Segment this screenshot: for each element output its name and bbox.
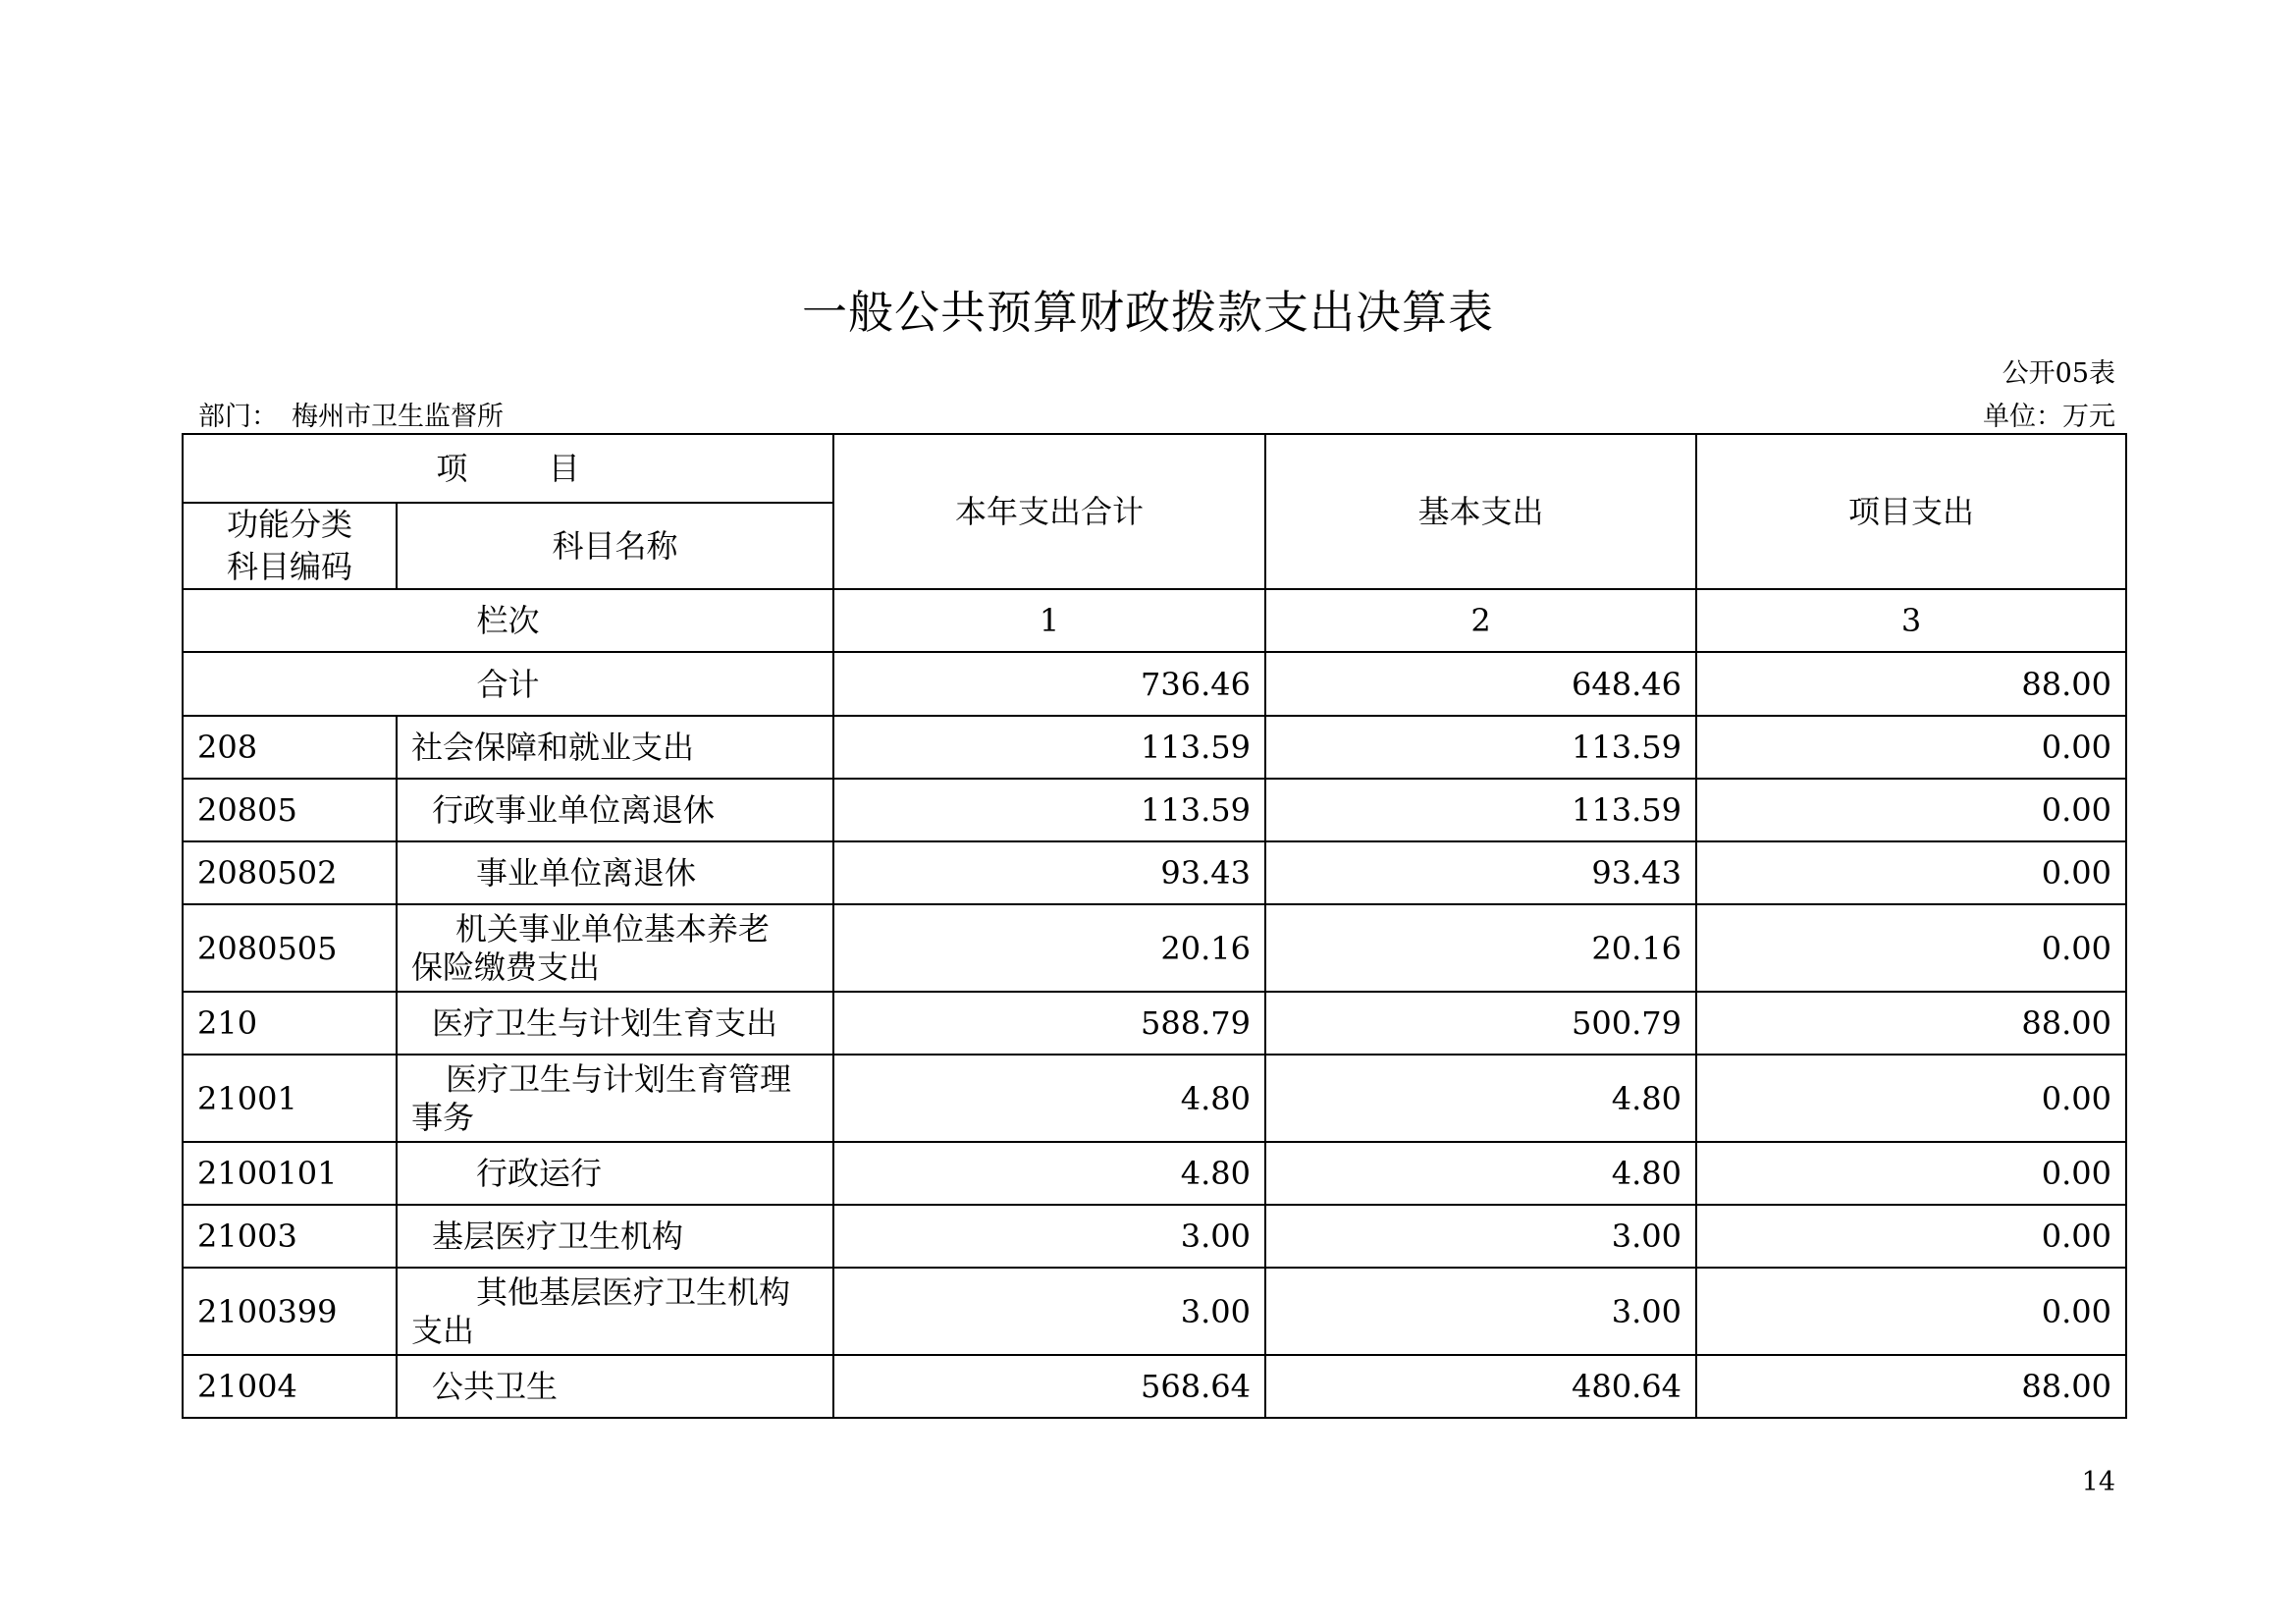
header-code-line1: 功能分类 [226, 506, 352, 543]
row-value-2: 20.16 [1265, 904, 1696, 992]
row-value-3: 0.00 [1696, 716, 2126, 779]
row-value-2: 113.59 [1265, 779, 1696, 841]
row-value-1: 4.80 [833, 1142, 1265, 1205]
table-row [183, 1142, 2126, 1205]
total-value-2: 648.46 [1265, 652, 1696, 716]
row-code: 2100399 [183, 1268, 397, 1355]
table-row [183, 1268, 2126, 1355]
table-row [183, 992, 2126, 1055]
row-value-3: 0.00 [1696, 904, 2126, 992]
row-value-1: 20.16 [833, 904, 1265, 992]
row-name [397, 904, 833, 992]
row-code: 2100101 [183, 1142, 397, 1205]
table-row [183, 1355, 2126, 1418]
header-total-expense: 本年支出合计 [833, 434, 1265, 589]
row-name-line1: 机关事业单位基本养老 [455, 910, 771, 948]
row-value-1: 3.00 [833, 1205, 1265, 1268]
lanci-1: 1 [833, 589, 1265, 652]
table-row [183, 1055, 2126, 1142]
row-name: 医疗卫生与计划生育支出 [397, 992, 833, 1055]
table-row [183, 716, 2126, 779]
row-value-3: 0.00 [1696, 1055, 2126, 1142]
row-value-1: 568.64 [833, 1355, 1265, 1418]
row-value-1: 93.43 [833, 841, 1265, 904]
department-value: 梅州市卫生监督所 [292, 402, 504, 432]
lanci-3: 3 [1696, 589, 2126, 652]
page-title: 一般公共预算财政拨款支出决算表 [802, 286, 1494, 339]
row-code: 21004 [183, 1355, 397, 1418]
lanci-row [183, 589, 2126, 652]
row-value-1: 113.59 [833, 779, 1265, 841]
table-row [183, 779, 2126, 841]
department-label: 部门： [198, 402, 278, 432]
header-code [183, 503, 397, 589]
header-item: 项 目 [183, 434, 833, 503]
form-number: 公开05表 [2002, 358, 2115, 389]
row-code: 21001 [183, 1055, 397, 1142]
row-value-1: 3.00 [833, 1268, 1265, 1355]
total-row [183, 652, 2126, 716]
table-row [183, 904, 2126, 992]
table-row [183, 1205, 2126, 1268]
header-name: 科目名称 [397, 503, 833, 589]
row-value-1: 588.79 [833, 992, 1265, 1055]
row-name: 事业单位离退休 [397, 841, 833, 904]
row-code: 20805 [183, 779, 397, 841]
header-row [183, 434, 2126, 503]
row-value-2: 3.00 [1265, 1268, 1696, 1355]
row-code: 21003 [183, 1205, 397, 1268]
row-name-line2: 保险缴费支出 [411, 947, 601, 986]
header-basic-expense: 基本支出 [1265, 434, 1696, 589]
row-code: 208 [183, 716, 397, 779]
header-project-expense: 项目支出 [1696, 434, 2126, 589]
row-value-2: 113.59 [1265, 716, 1696, 779]
row-value-2: 93.43 [1265, 841, 1696, 904]
row-value-3: 88.00 [1696, 1355, 2126, 1418]
row-code: 2080502 [183, 841, 397, 904]
row-code: 210 [183, 992, 397, 1055]
row-value-3: 0.00 [1696, 1205, 2126, 1268]
row-name: 社会保障和就业支出 [397, 716, 833, 779]
row-name-line2: 事务 [411, 1098, 475, 1136]
row-name: 基层医疗卫生机构 [397, 1205, 833, 1268]
row-name: 行政事业单位离退休 [397, 779, 833, 841]
table-row [183, 841, 2126, 904]
row-value-3: 0.00 [1696, 1142, 2126, 1205]
lanci-2: 2 [1265, 589, 1696, 652]
total-value-1: 736.46 [833, 652, 1265, 716]
row-value-1: 4.80 [833, 1055, 1265, 1142]
department-line [198, 395, 504, 433]
row-value-2: 500.79 [1265, 992, 1696, 1055]
row-value-3: 0.00 [1696, 779, 2126, 841]
row-name: 公共卫生 [397, 1355, 833, 1418]
total-value-3: 88.00 [1696, 652, 2126, 716]
row-value-3: 0.00 [1696, 1268, 2126, 1355]
page-number: 14 [2081, 1467, 2115, 1497]
row-name-line1: 其他基层医疗卫生机构 [476, 1273, 791, 1312]
unit-label: 单位：万元 [1983, 402, 2115, 432]
row-value-2: 4.80 [1265, 1055, 1696, 1142]
row-name [397, 1055, 833, 1142]
row-value-2: 3.00 [1265, 1205, 1696, 1268]
row-value-2: 4.80 [1265, 1142, 1696, 1205]
row-value-3: 88.00 [1696, 992, 2126, 1055]
row-code: 2080505 [183, 904, 397, 992]
row-value-2: 480.64 [1265, 1355, 1696, 1418]
row-name-line1: 医疗卫生与计划生育管理 [446, 1060, 792, 1099]
header-code-line2: 科目编码 [226, 548, 352, 586]
row-name: 行政运行 [397, 1142, 833, 1205]
row-name [397, 1268, 833, 1355]
row-name-line2: 支出 [411, 1311, 475, 1349]
lanci-label: 栏次 [183, 589, 833, 652]
row-value-3: 0.00 [1696, 841, 2126, 904]
total-label: 合计 [183, 652, 833, 716]
expenditure-table [182, 433, 2127, 1419]
row-value-1: 113.59 [833, 716, 1265, 779]
